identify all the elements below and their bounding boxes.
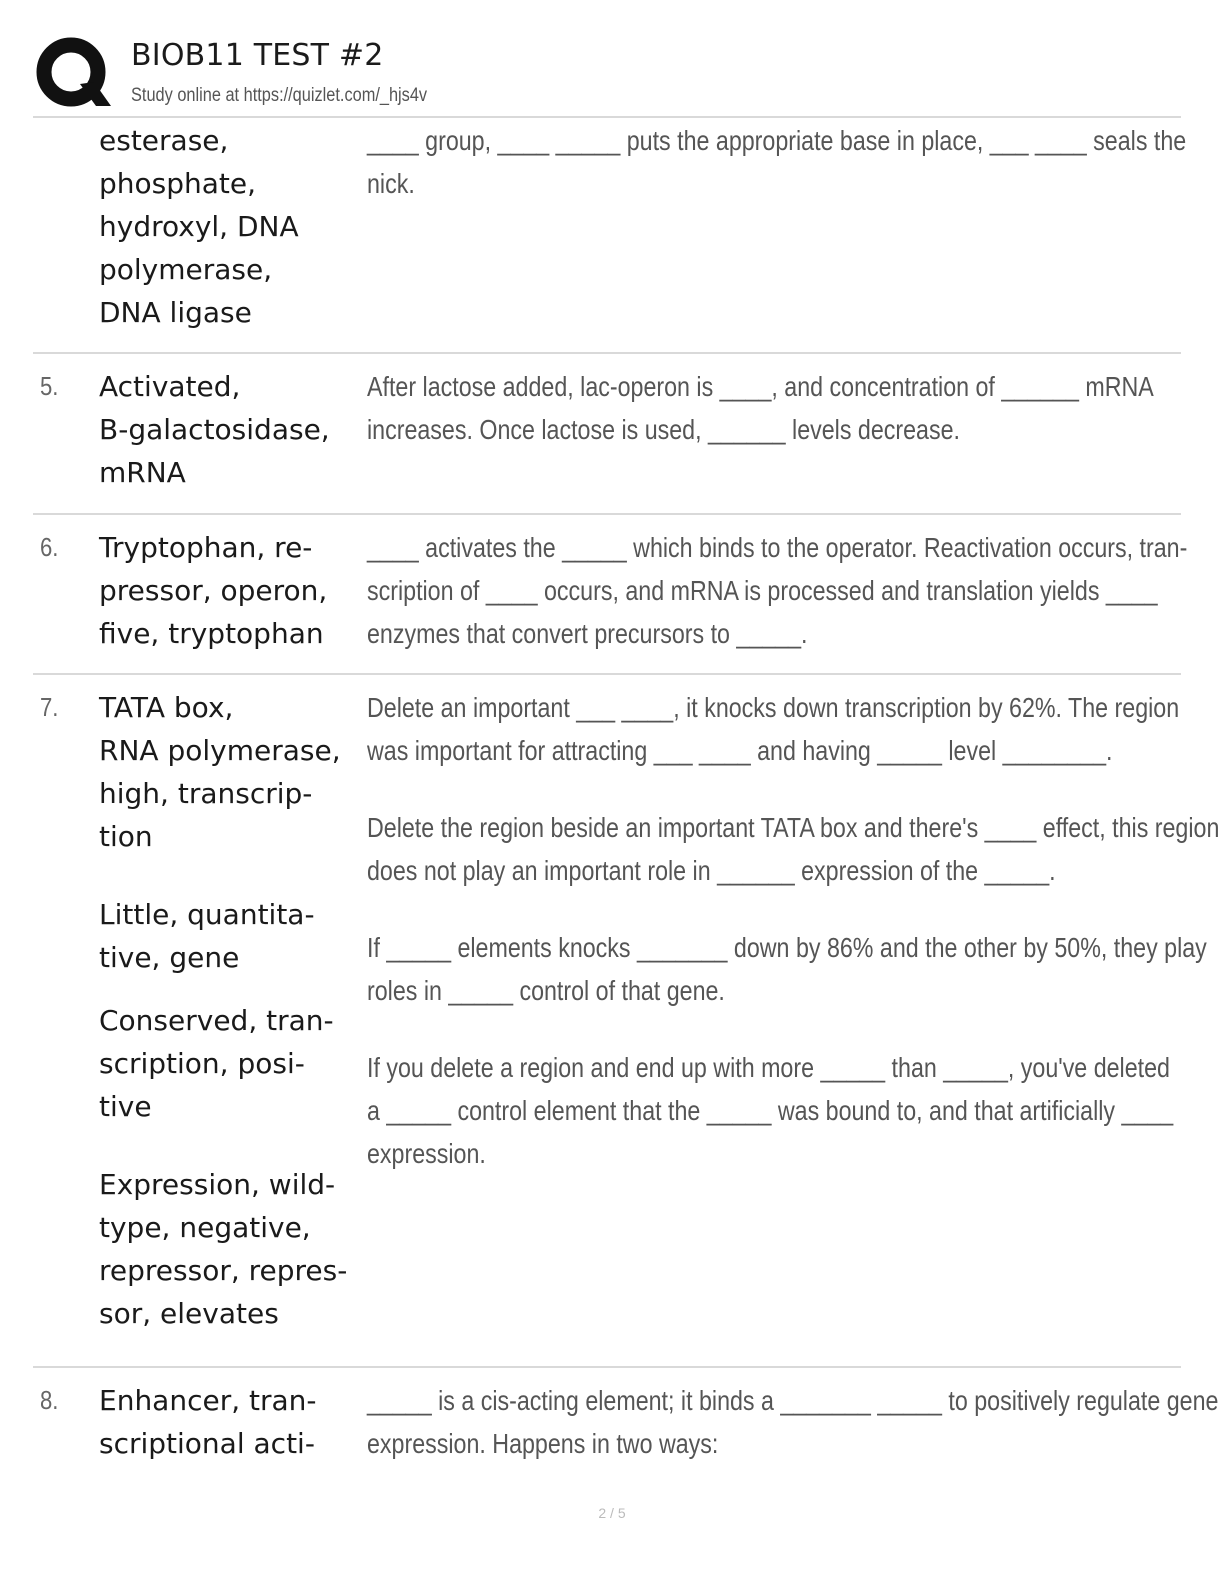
page-number: 2 / 5 bbox=[598, 1505, 626, 1521]
term-line: scriptional acti- bbox=[99, 1427, 315, 1460]
card-term bbox=[99, 686, 361, 1335]
term-line: hydroxyl, DNA bbox=[99, 210, 299, 243]
card-definition bbox=[367, 686, 1220, 1175]
term-line: Tryptophan, re- bbox=[99, 531, 313, 564]
divider bbox=[33, 1366, 1181, 1368]
card-number: 5. bbox=[40, 371, 59, 401]
divider bbox=[33, 116, 1181, 118]
definition-line: scription of ____ occurs, and mRNA is processed and translation yields ____ bbox=[367, 575, 1158, 606]
definition-line: Delete an important ___ ____, it knocks down transcription by 62%. The region bbox=[367, 692, 1180, 723]
term-line: Little, quantita- bbox=[99, 898, 315, 931]
term-line: tion bbox=[99, 820, 153, 853]
term-line: type, negative, bbox=[99, 1211, 311, 1244]
term-line: Expression, wild- bbox=[99, 1168, 336, 1201]
card-number: 8. bbox=[40, 1385, 59, 1415]
study-online-link[interactable]: Study online at https://quizlet.com/_hjs4v bbox=[131, 85, 428, 106]
term-line: polymerase, bbox=[99, 253, 273, 286]
term-line: high, transcrip- bbox=[99, 777, 313, 810]
term-line: RNA polymerase, bbox=[99, 734, 341, 767]
term-line: Enhancer, tran- bbox=[99, 1384, 317, 1417]
term-line: scription, posi- bbox=[99, 1047, 305, 1080]
card-definition bbox=[367, 1379, 1219, 1465]
term-line: five, tryptophan bbox=[99, 617, 324, 650]
definition-line: _____ is a cis-acting element; it binds a _______ _____ to positively regulate gene bbox=[367, 1385, 1219, 1416]
term-line: Activated, bbox=[99, 370, 241, 403]
term-line: sor, elevates bbox=[99, 1297, 279, 1330]
definition-line: roles in _____ control of that gene. bbox=[367, 975, 725, 1006]
term-spacer bbox=[99, 1128, 361, 1163]
definition-line: ____ activates the _____ which binds to the operator. Reactivation occurs, tran- bbox=[367, 532, 1188, 563]
page-header bbox=[0, 0, 1224, 118]
term-line: phosphate, bbox=[99, 167, 257, 200]
card-term bbox=[99, 526, 361, 655]
term-line: mRNA bbox=[99, 456, 186, 489]
definition-line: If _____ elements knocks _______ down by 86% and the other by 50%, they play bbox=[367, 932, 1207, 963]
definition-spacer bbox=[367, 892, 1027, 926]
card-term bbox=[99, 365, 361, 494]
definition-spacer bbox=[367, 772, 1027, 806]
divider bbox=[33, 673, 1181, 675]
quizlet-logo-icon bbox=[34, 36, 112, 112]
term-line: pressor, operon, bbox=[99, 574, 328, 607]
definition-line: was important for attracting ___ ____ and having _____ level ________. bbox=[367, 735, 1113, 766]
term-line: DNA ligase bbox=[99, 296, 252, 329]
term-line: repressor, repres- bbox=[99, 1254, 348, 1287]
card-term bbox=[99, 119, 361, 334]
definition-line: If you delete a region and end up with more _____ than _____, you've deleted bbox=[367, 1052, 1170, 1083]
definition-line: After lactose added, lac-operon is ____, and concentration of ______ mRNA bbox=[367, 371, 1154, 402]
term-spacer bbox=[99, 858, 361, 893]
definition-line: nick. bbox=[367, 168, 415, 199]
card-number: 6. bbox=[40, 532, 59, 562]
term-line: esterase, bbox=[99, 124, 229, 157]
card-term bbox=[99, 1379, 361, 1465]
divider bbox=[33, 352, 1181, 354]
card-definition bbox=[367, 526, 1188, 655]
definition-line: ____ group, ____ _____ puts the appropriate base in place, ___ ____ seals the bbox=[367, 125, 1187, 156]
card-definition bbox=[367, 365, 1162, 451]
term-line: B-galactosidase, bbox=[99, 413, 330, 446]
card-number: 7. bbox=[40, 692, 59, 722]
definition-line: Delete the region beside an important TATA box and there's ____ effect, this region bbox=[367, 812, 1220, 843]
set-title: BIOB11 TEST #2 bbox=[131, 38, 384, 73]
card-definition bbox=[367, 119, 1187, 205]
term-line: tive bbox=[99, 1090, 152, 1123]
term-line: TATA box, bbox=[99, 691, 234, 724]
definition-line: a _____ control element that the _____ was bound to, and that artificially ____ bbox=[367, 1095, 1174, 1126]
definition-spacer bbox=[367, 1012, 1027, 1046]
term-line: Conserved, tran- bbox=[99, 1004, 334, 1037]
definition-line: expression. Happens in two ways: bbox=[367, 1428, 719, 1459]
term-spacer bbox=[99, 979, 361, 999]
definition-line: does not play an important role in ______ expression of the _____. bbox=[367, 855, 1056, 886]
definition-line: increases. Once lactose is used, ______ levels decrease. bbox=[367, 414, 960, 445]
definition-line: expression. bbox=[367, 1138, 486, 1169]
definition-line: enzymes that convert precursors to _____. bbox=[367, 618, 808, 649]
divider bbox=[33, 513, 1181, 515]
term-line: tive, gene bbox=[99, 941, 240, 974]
